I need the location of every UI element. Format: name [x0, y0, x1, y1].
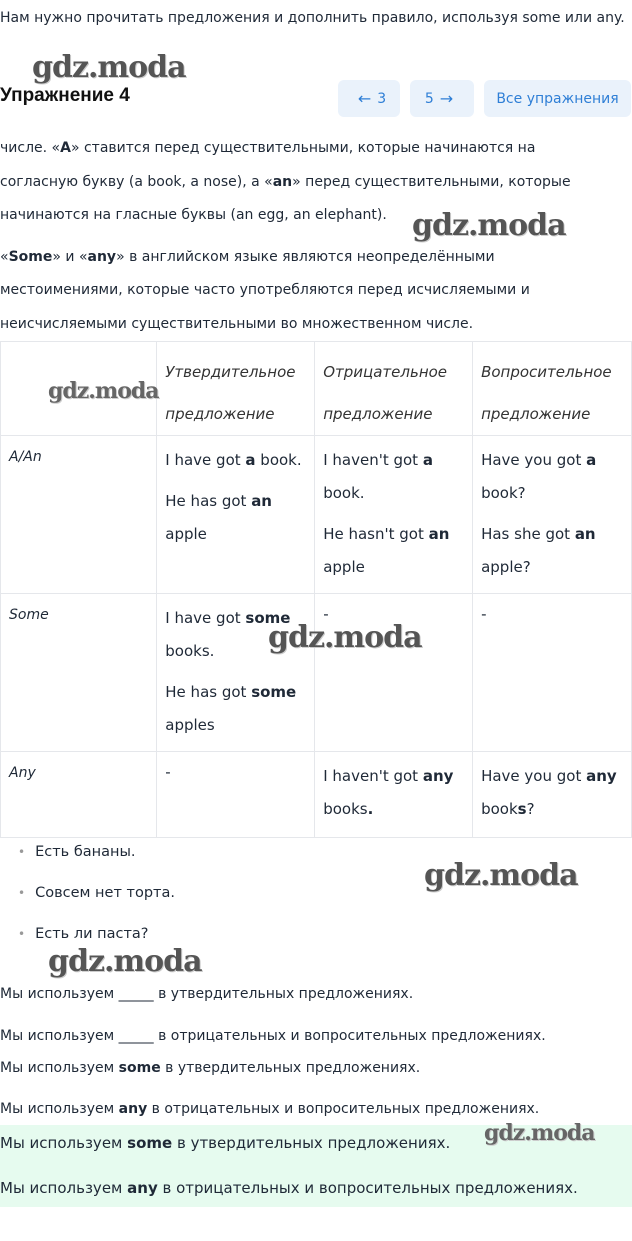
rule-line-4: «Some» и «any» в английском языке являются неопределёнными — [0, 249, 495, 265]
watermark-logo: gdz.moda — [424, 858, 578, 893]
exercise-title: Упражнение 4 — [0, 85, 130, 106]
table-cell — [157, 594, 315, 752]
example-sentence: I have got some books. — [165, 609, 291, 660]
watermark-logo: gdz.moda — [48, 378, 159, 404]
watermark-logo: gdz.moda — [412, 208, 566, 243]
prev-exercise-button[interactable] — [338, 80, 400, 117]
arrow-left-icon: ← — [357, 89, 372, 108]
filled-rule-2: Мы используем any в отрицательных и вопросительных предложениях. — [0, 1101, 540, 1117]
table-cell: - — [157, 752, 315, 838]
rule-line-5: местоимениями, которые часто употребляются перед исчисляемыми и — [0, 282, 530, 298]
filled-rule-1: Мы используем some в утвердительных предложениях. — [0, 1060, 421, 1076]
example-sentence: He hasn't got an apple — [323, 525, 450, 576]
arrow-right-icon: → — [439, 89, 454, 108]
table-cell — [157, 436, 315, 594]
table-row — [1, 594, 632, 752]
next-exercise-button[interactable] — [410, 80, 474, 117]
rule-line-1: числе. «A» ставится перед существительными, которые начинаются на — [0, 140, 536, 156]
watermark-logo: gdz.moda — [268, 620, 422, 655]
example-sentence: He has got an apple — [165, 492, 272, 543]
row-label: A/An — [1, 436, 157, 594]
example-sentence: Have you got a book? — [481, 451, 597, 502]
example-bullet-list — [18, 836, 175, 959]
prev-label: 3 — [377, 90, 387, 107]
table-cell — [315, 752, 473, 838]
example-sentence: I haven't got a book. — [323, 451, 433, 502]
table-cell: - — [473, 594, 632, 752]
intro-text: Нам нужно прочитать предложения и дополнить правило, используя some или any. — [0, 10, 625, 26]
list-item: • Есть ли паста? — [18, 918, 175, 959]
watermark-logo: gdz.moda — [484, 1120, 595, 1146]
rule-line-6: неисчисляемыми существительными во множественном числе. — [0, 316, 474, 332]
table-header-cell: Утвердительное предложение — [157, 342, 315, 436]
watermark-logo: gdz.moda — [48, 944, 202, 979]
example-sentence: Has she got an apple? — [481, 525, 596, 576]
row-label: Some — [1, 594, 157, 752]
example-sentence: Have you got any books? — [481, 767, 617, 818]
rule-line-3: начинаются на гласные буквы (an egg, an elephant). — [0, 207, 387, 223]
grammar-table — [0, 341, 632, 838]
watermark-logo: gdz.moda — [32, 50, 186, 85]
table-row — [1, 436, 632, 594]
answer-line-1: Мы используем some в утвердительных предложениях. — [0, 1134, 451, 1152]
list-item: • Есть бананы. — [18, 836, 175, 877]
table-cell — [473, 752, 632, 838]
table-header-cell: Вопросительное предложение — [473, 342, 632, 436]
next-label: 5 — [424, 90, 434, 107]
table-cell — [315, 436, 473, 594]
all-exercises-button[interactable]: Все упражнения — [484, 80, 631, 117]
blank-rule-2: Мы используем _____ в отрицательных и вопросительных предложениях. — [0, 1028, 546, 1044]
table-row — [1, 752, 632, 838]
example-sentence: He has got some apples — [165, 683, 297, 734]
list-item: • Совсем нет торта. — [18, 877, 175, 918]
example-sentence: I have got a book. — [165, 451, 302, 469]
table-header-cell: Отрицательное предложение — [315, 342, 473, 436]
table-cell: - — [315, 594, 473, 752]
blank-rule-1: Мы используем _____ в утвердительных предложениях. — [0, 986, 414, 1002]
rule-line-2: согласную букву (a book, a nose), а «an» перед существительными, которые — [0, 174, 571, 190]
example-sentence: I haven't got any books. — [323, 767, 454, 818]
row-label: Any — [1, 752, 157, 838]
answer-line-2: Мы используем any в отрицательных и вопросительных предложениях. — [0, 1179, 578, 1197]
table-cell — [473, 436, 632, 594]
